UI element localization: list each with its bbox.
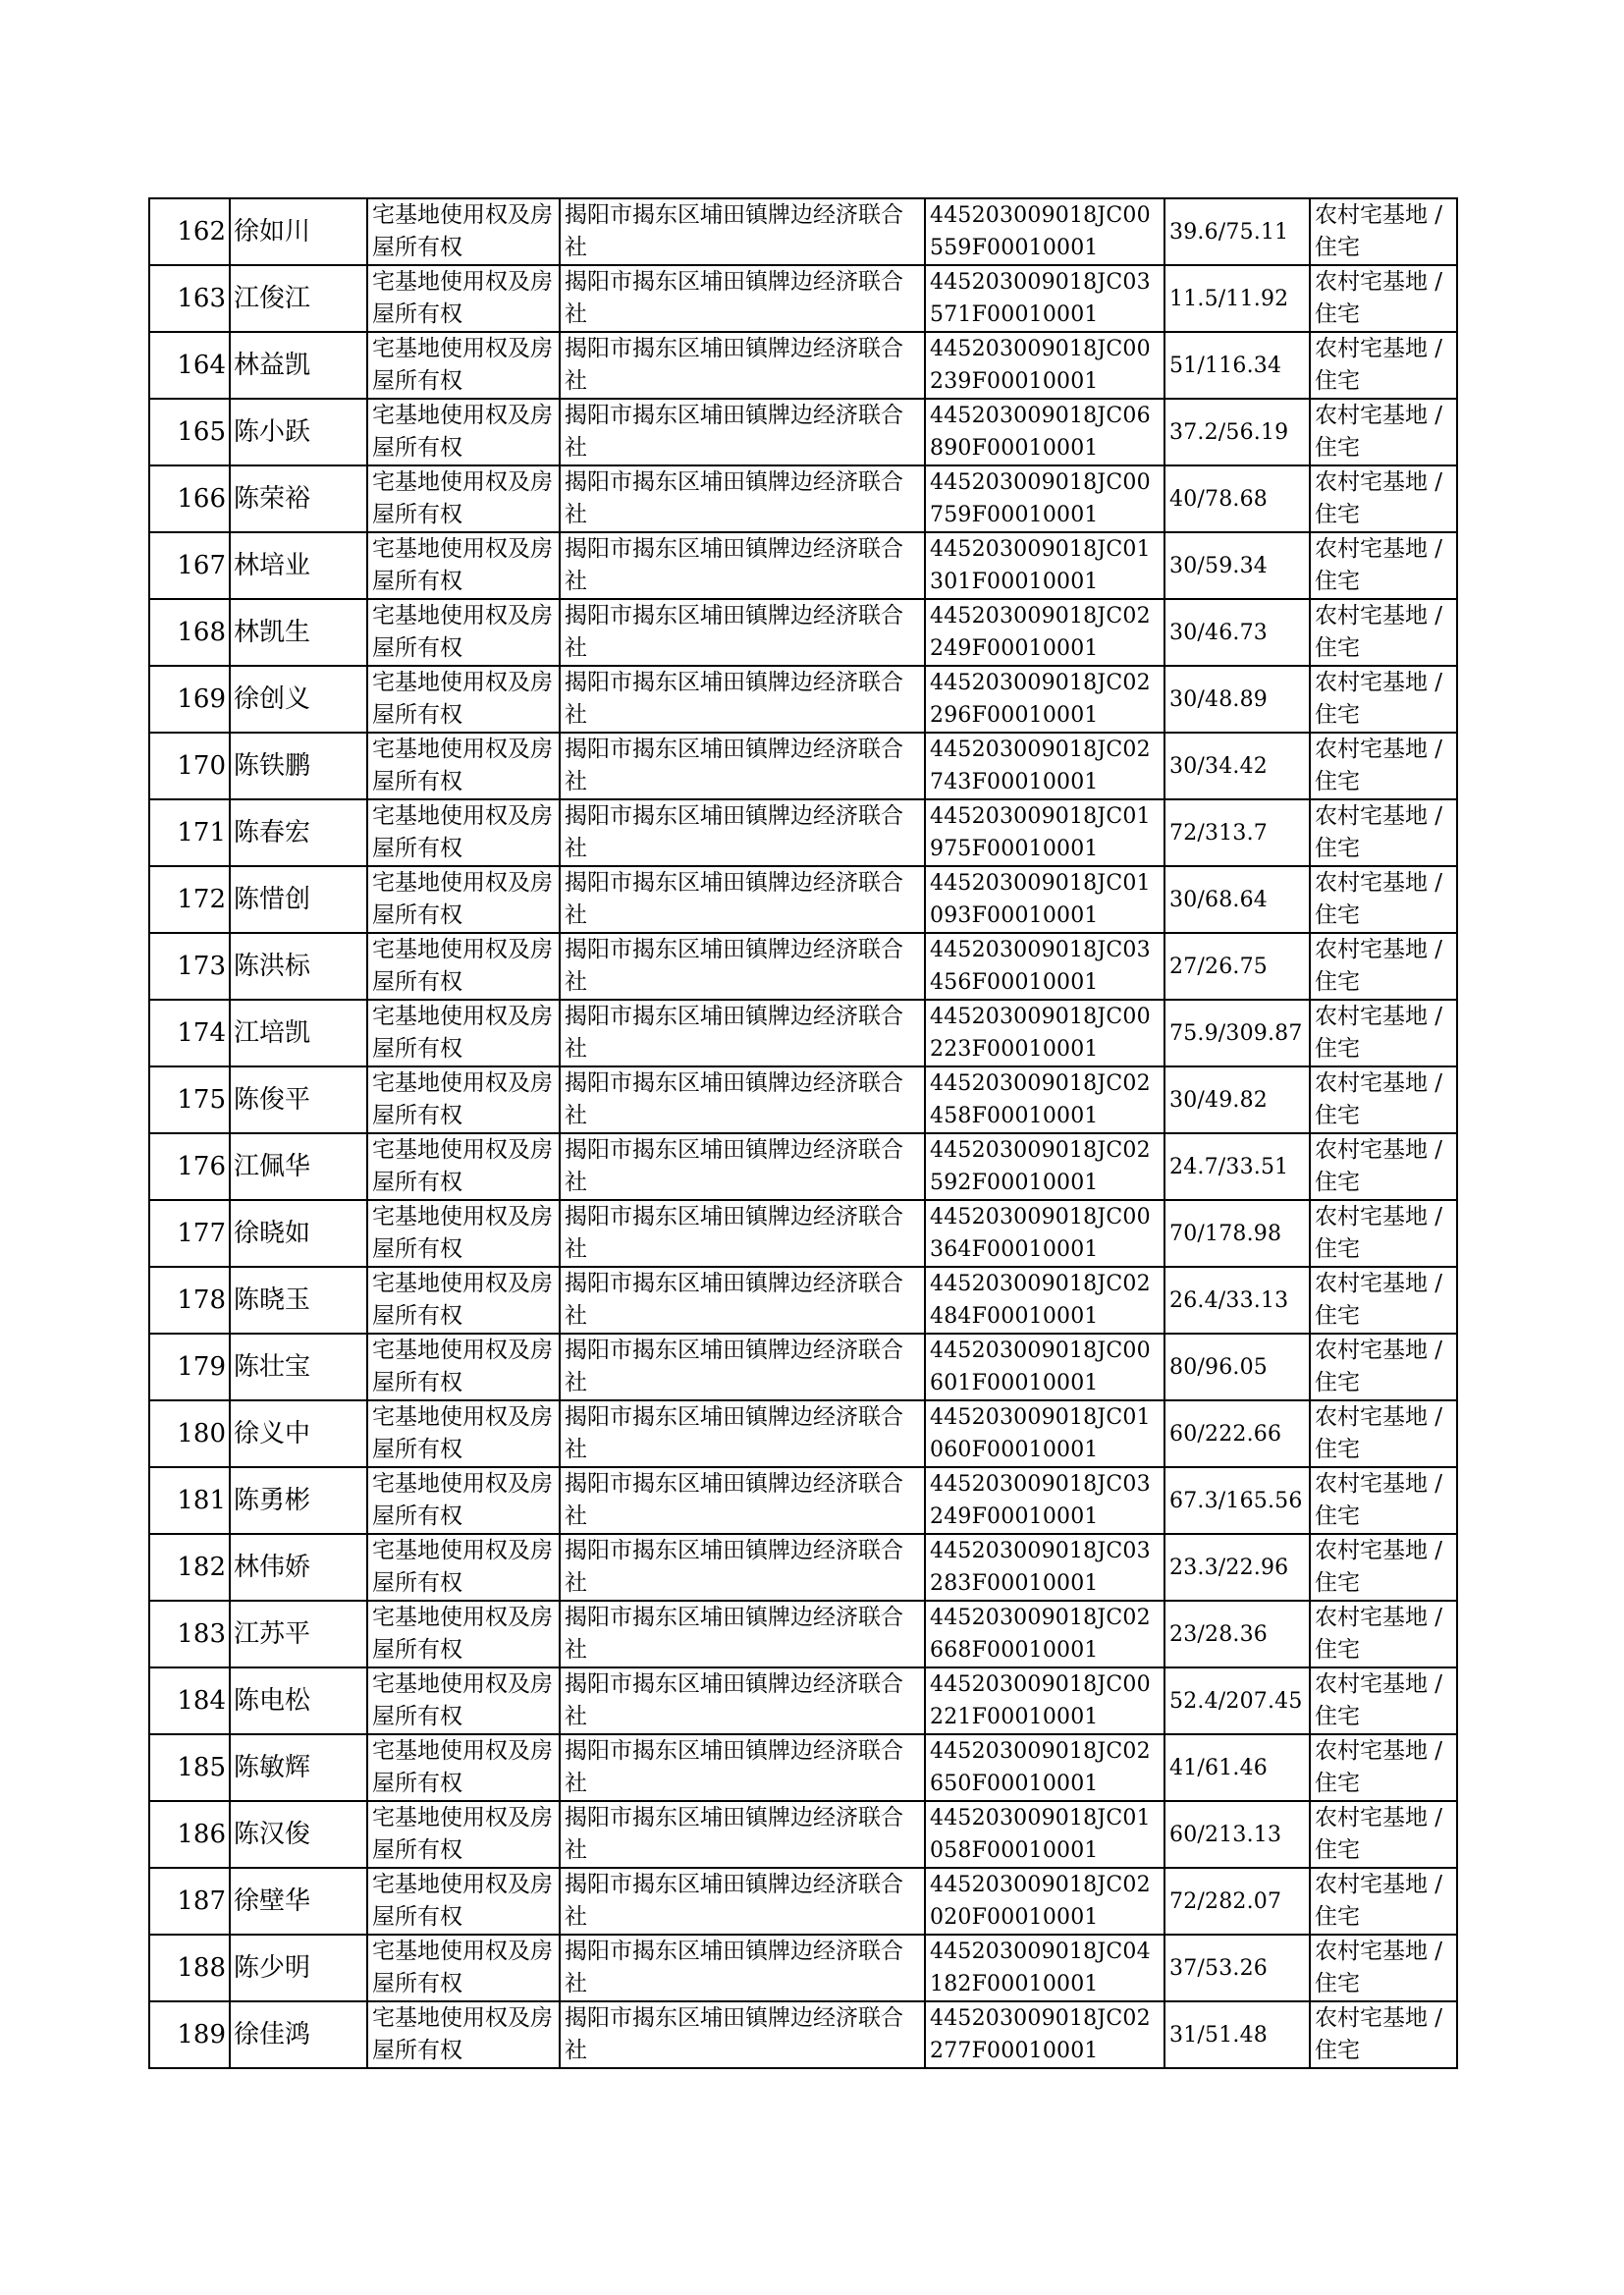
- collective-organization-cell: 揭阳市揭东区埔田镇牌边经济联合社: [560, 1400, 925, 1467]
- land-use-cell: 农村宅基地 / 住宅: [1310, 1334, 1457, 1400]
- parcel-code-cell: 445203009018JC03456F00010001: [925, 933, 1164, 1000]
- owner-name-cell: 陈春宏: [230, 799, 367, 866]
- owner-name-cell: 徐壁华: [230, 1868, 367, 1935]
- parcel-code-cell: 445203009018JC00221F00010001: [925, 1667, 1164, 1734]
- parcel-code-cell: 445203009018JC00559F00010001: [925, 198, 1164, 265]
- right-type-cell: 宅基地使用权及房屋所有权: [367, 1334, 560, 1400]
- row-number-cell: 179: [149, 1334, 230, 1400]
- row-number-cell: 168: [149, 599, 230, 666]
- row-number-cell: 163: [149, 265, 230, 332]
- parcel-code-cell: 445203009018JC02296F00010001: [925, 666, 1164, 733]
- row-number-cell: 187: [149, 1868, 230, 1935]
- land-use-cell: 农村宅基地 / 住宅: [1310, 1667, 1457, 1734]
- collective-organization-cell: 揭阳市揭东区埔田镇牌边经济联合社: [560, 332, 925, 399]
- collective-organization-cell: 揭阳市揭东区埔田镇牌边经济联合社: [560, 1667, 925, 1734]
- table-row: [149, 2001, 1457, 2068]
- owner-name-cell: 徐义中: [230, 1400, 367, 1467]
- land-use-cell: 农村宅基地 / 住宅: [1310, 332, 1457, 399]
- right-type-cell: 宅基地使用权及房屋所有权: [367, 1267, 560, 1334]
- area-value-cell: 41/61.46: [1164, 1734, 1310, 1801]
- owner-name-cell: 徐晓如: [230, 1200, 367, 1267]
- right-type-cell: 宅基地使用权及房屋所有权: [367, 1667, 560, 1734]
- collective-organization-cell: 揭阳市揭东区埔田镇牌边经济联合社: [560, 866, 925, 933]
- collective-organization-cell: 揭阳市揭东区埔田镇牌边经济联合社: [560, 1267, 925, 1334]
- land-use-cell: 农村宅基地 / 住宅: [1310, 1935, 1457, 2001]
- collective-organization-cell: 揭阳市揭东区埔田镇牌边经济联合社: [560, 465, 925, 532]
- area-value-cell: 24.7/33.51: [1164, 1133, 1310, 1200]
- right-type-cell: 宅基地使用权及房屋所有权: [367, 1000, 560, 1066]
- collective-organization-cell: 揭阳市揭东区埔田镇牌边经济联合社: [560, 1868, 925, 1935]
- right-type-cell: 宅基地使用权及房屋所有权: [367, 599, 560, 666]
- row-number-cell: 172: [149, 866, 230, 933]
- land-use-cell: 农村宅基地 / 住宅: [1310, 733, 1457, 799]
- table-row: [149, 1267, 1457, 1334]
- area-value-cell: 37.2/56.19: [1164, 399, 1310, 465]
- land-use-cell: 农村宅基地 / 住宅: [1310, 198, 1457, 265]
- land-use-cell: 农村宅基地 / 住宅: [1310, 933, 1457, 1000]
- row-number-cell: 167: [149, 532, 230, 599]
- row-number-cell: 162: [149, 198, 230, 265]
- right-type-cell: 宅基地使用权及房屋所有权: [367, 799, 560, 866]
- parcel-code-cell: 445203009018JC02650F00010001: [925, 1734, 1164, 1801]
- table-row: [149, 1066, 1457, 1133]
- area-value-cell: 60/222.66: [1164, 1400, 1310, 1467]
- parcel-code-cell: 445203009018JC06890F00010001: [925, 399, 1164, 465]
- area-value-cell: 60/213.13: [1164, 1801, 1310, 1868]
- row-number-cell: 185: [149, 1734, 230, 1801]
- area-value-cell: 75.9/309.87: [1164, 1000, 1310, 1066]
- row-number-cell: 165: [149, 399, 230, 465]
- collective-organization-cell: 揭阳市揭东区埔田镇牌边经济联合社: [560, 1467, 925, 1534]
- parcel-code-cell: 445203009018JC02592F00010001: [925, 1133, 1164, 1200]
- right-type-cell: 宅基地使用权及房屋所有权: [367, 1601, 560, 1667]
- right-type-cell: 宅基地使用权及房屋所有权: [367, 1801, 560, 1868]
- land-use-cell: 农村宅基地 / 住宅: [1310, 799, 1457, 866]
- parcel-code-cell: 445203009018JC01975F00010001: [925, 799, 1164, 866]
- registry-table-body: [149, 198, 1457, 2068]
- table-row: [149, 933, 1457, 1000]
- area-value-cell: 30/59.34: [1164, 532, 1310, 599]
- table-row: [149, 1334, 1457, 1400]
- row-number-cell: 166: [149, 465, 230, 532]
- row-number-cell: 174: [149, 1000, 230, 1066]
- right-type-cell: 宅基地使用权及房屋所有权: [367, 1734, 560, 1801]
- table-row: [149, 1801, 1457, 1868]
- table-row: [149, 666, 1457, 733]
- owner-name-cell: 陈少明: [230, 1935, 367, 2001]
- land-use-cell: 农村宅基地 / 住宅: [1310, 1534, 1457, 1601]
- area-value-cell: 26.4/33.13: [1164, 1267, 1310, 1334]
- row-number-cell: 170: [149, 733, 230, 799]
- right-type-cell: 宅基地使用权及房屋所有权: [367, 1534, 560, 1601]
- table-row: [149, 599, 1457, 666]
- area-value-cell: 27/26.75: [1164, 933, 1310, 1000]
- area-value-cell: 30/46.73: [1164, 599, 1310, 666]
- area-value-cell: 30/49.82: [1164, 1066, 1310, 1133]
- land-use-cell: 农村宅基地 / 住宅: [1310, 666, 1457, 733]
- land-use-cell: 农村宅基地 / 住宅: [1310, 2001, 1457, 2068]
- right-type-cell: 宅基地使用权及房屋所有权: [367, 1066, 560, 1133]
- land-use-cell: 农村宅基地 / 住宅: [1310, 1133, 1457, 1200]
- table-row: [149, 332, 1457, 399]
- row-number-cell: 183: [149, 1601, 230, 1667]
- land-use-cell: 农村宅基地 / 住宅: [1310, 265, 1457, 332]
- area-value-cell: 70/178.98: [1164, 1200, 1310, 1267]
- collective-organization-cell: 揭阳市揭东区埔田镇牌边经济联合社: [560, 1801, 925, 1868]
- table-row: [149, 1935, 1457, 2001]
- collective-organization-cell: 揭阳市揭东区埔田镇牌边经济联合社: [560, 599, 925, 666]
- right-type-cell: 宅基地使用权及房屋所有权: [367, 265, 560, 332]
- row-number-cell: 177: [149, 1200, 230, 1267]
- parcel-code-cell: 445203009018JC00601F00010001: [925, 1334, 1164, 1400]
- row-number-cell: 184: [149, 1667, 230, 1734]
- area-value-cell: 23/28.36: [1164, 1601, 1310, 1667]
- owner-name-cell: 陈洪标: [230, 933, 367, 1000]
- owner-name-cell: 江苏平: [230, 1601, 367, 1667]
- land-use-cell: 农村宅基地 / 住宅: [1310, 1200, 1457, 1267]
- right-type-cell: 宅基地使用权及房屋所有权: [367, 1133, 560, 1200]
- land-use-cell: 农村宅基地 / 住宅: [1310, 399, 1457, 465]
- table-row: [149, 1734, 1457, 1801]
- land-use-cell: 农村宅基地 / 住宅: [1310, 599, 1457, 666]
- area-value-cell: 31/51.48: [1164, 2001, 1310, 2068]
- row-number-cell: 188: [149, 1935, 230, 2001]
- collective-organization-cell: 揭阳市揭东区埔田镇牌边经济联合社: [560, 733, 925, 799]
- right-type-cell: 宅基地使用权及房屋所有权: [367, 733, 560, 799]
- row-number-cell: 173: [149, 933, 230, 1000]
- table-row: [149, 532, 1457, 599]
- collective-organization-cell: 揭阳市揭东区埔田镇牌边经济联合社: [560, 1534, 925, 1601]
- right-type-cell: 宅基地使用权及房屋所有权: [367, 1200, 560, 1267]
- owner-name-cell: 江佩华: [230, 1133, 367, 1200]
- area-value-cell: 40/78.68: [1164, 465, 1310, 532]
- right-type-cell: 宅基地使用权及房屋所有权: [367, 465, 560, 532]
- row-number-cell: 189: [149, 2001, 230, 2068]
- owner-name-cell: 林伟娇: [230, 1534, 367, 1601]
- land-use-cell: 农村宅基地 / 住宅: [1310, 866, 1457, 933]
- row-number-cell: 169: [149, 666, 230, 733]
- table-row: [149, 1534, 1457, 1601]
- land-use-cell: 农村宅基地 / 住宅: [1310, 1868, 1457, 1935]
- collective-organization-cell: 揭阳市揭东区埔田镇牌边经济联合社: [560, 666, 925, 733]
- land-use-cell: 农村宅基地 / 住宅: [1310, 1000, 1457, 1066]
- parcel-code-cell: 445203009018JC02668F00010001: [925, 1601, 1164, 1667]
- land-use-cell: 农村宅基地 / 住宅: [1310, 1601, 1457, 1667]
- collective-organization-cell: 揭阳市揭东区埔田镇牌边经济联合社: [560, 1334, 925, 1400]
- table-row: [149, 1400, 1457, 1467]
- collective-organization-cell: 揭阳市揭东区埔田镇牌边经济联合社: [560, 1935, 925, 2001]
- table-row: [149, 399, 1457, 465]
- land-use-cell: 农村宅基地 / 住宅: [1310, 1267, 1457, 1334]
- collective-organization-cell: 揭阳市揭东区埔田镇牌边经济联合社: [560, 532, 925, 599]
- parcel-code-cell: 445203009018JC02743F00010001: [925, 733, 1164, 799]
- parcel-code-cell: 445203009018JC01060F00010001: [925, 1400, 1164, 1467]
- parcel-code-cell: 445203009018JC01301F00010001: [925, 532, 1164, 599]
- parcel-code-cell: 445203009018JC00239F00010001: [925, 332, 1164, 399]
- owner-name-cell: 陈晓玉: [230, 1267, 367, 1334]
- owner-name-cell: 徐如川: [230, 198, 367, 265]
- land-use-cell: 农村宅基地 / 住宅: [1310, 465, 1457, 532]
- area-value-cell: 30/34.42: [1164, 733, 1310, 799]
- land-use-cell: 农村宅基地 / 住宅: [1310, 532, 1457, 599]
- row-number-cell: 178: [149, 1267, 230, 1334]
- table-row: [149, 1200, 1457, 1267]
- parcel-code-cell: 445203009018JC01093F00010001: [925, 866, 1164, 933]
- right-type-cell: 宅基地使用权及房屋所有权: [367, 2001, 560, 2068]
- owner-name-cell: 江培凯: [230, 1000, 367, 1066]
- owner-name-cell: 陈敏辉: [230, 1734, 367, 1801]
- table-row: [149, 1133, 1457, 1200]
- area-value-cell: 37/53.26: [1164, 1935, 1310, 2001]
- parcel-code-cell: 445203009018JC03571F00010001: [925, 265, 1164, 332]
- area-value-cell: 80/96.05: [1164, 1334, 1310, 1400]
- row-number-cell: 186: [149, 1801, 230, 1868]
- parcel-code-cell: 445203009018JC02458F00010001: [925, 1066, 1164, 1133]
- land-use-cell: 农村宅基地 / 住宅: [1310, 1400, 1457, 1467]
- right-type-cell: 宅基地使用权及房屋所有权: [367, 1400, 560, 1467]
- land-use-cell: 农村宅基地 / 住宅: [1310, 1734, 1457, 1801]
- parcel-code-cell: 445203009018JC03249F00010001: [925, 1467, 1164, 1534]
- parcel-code-cell: 445203009018JC02249F00010001: [925, 599, 1164, 666]
- table-row: [149, 1601, 1457, 1667]
- right-type-cell: 宅基地使用权及房屋所有权: [367, 198, 560, 265]
- owner-name-cell: 林凯生: [230, 599, 367, 666]
- land-use-cell: 农村宅基地 / 住宅: [1310, 1467, 1457, 1534]
- collective-organization-cell: 揭阳市揭东区埔田镇牌边经济联合社: [560, 1601, 925, 1667]
- owner-name-cell: 陈汉俊: [230, 1801, 367, 1868]
- owner-name-cell: 江俊江: [230, 265, 367, 332]
- owner-name-cell: 陈小跃: [230, 399, 367, 465]
- collective-organization-cell: 揭阳市揭东区埔田镇牌边经济联合社: [560, 198, 925, 265]
- owner-name-cell: 陈壮宝: [230, 1334, 367, 1400]
- parcel-code-cell: 445203009018JC04182F00010001: [925, 1935, 1164, 2001]
- owner-name-cell: 陈荣裕: [230, 465, 367, 532]
- collective-organization-cell: 揭阳市揭东区埔田镇牌边经济联合社: [560, 799, 925, 866]
- owner-name-cell: 林益凯: [230, 332, 367, 399]
- table-row: [149, 733, 1457, 799]
- right-type-cell: 宅基地使用权及房屋所有权: [367, 666, 560, 733]
- row-number-cell: 176: [149, 1133, 230, 1200]
- parcel-code-cell: 445203009018JC00759F00010001: [925, 465, 1164, 532]
- owner-name-cell: 徐佳鸿: [230, 2001, 367, 2068]
- land-use-cell: 农村宅基地 / 住宅: [1310, 1066, 1457, 1133]
- collective-organization-cell: 揭阳市揭东区埔田镇牌边经济联合社: [560, 1066, 925, 1133]
- collective-organization-cell: 揭阳市揭东区埔田镇牌边经济联合社: [560, 1200, 925, 1267]
- table-row: [149, 799, 1457, 866]
- collective-organization-cell: 揭阳市揭东区埔田镇牌边经济联合社: [560, 1734, 925, 1801]
- area-value-cell: 72/282.07: [1164, 1868, 1310, 1935]
- area-value-cell: 11.5/11.92: [1164, 265, 1310, 332]
- parcel-code-cell: 445203009018JC00223F00010001: [925, 1000, 1164, 1066]
- collective-organization-cell: 揭阳市揭东区埔田镇牌边经济联合社: [560, 1133, 925, 1200]
- area-value-cell: 39.6/75.11: [1164, 198, 1310, 265]
- owner-name-cell: 徐创义: [230, 666, 367, 733]
- row-number-cell: 175: [149, 1066, 230, 1133]
- right-type-cell: 宅基地使用权及房屋所有权: [367, 332, 560, 399]
- right-type-cell: 宅基地使用权及房屋所有权: [367, 933, 560, 1000]
- area-value-cell: 72/313.7: [1164, 799, 1310, 866]
- area-value-cell: 51/116.34: [1164, 332, 1310, 399]
- parcel-code-cell: 445203009018JC03283F00010001: [925, 1534, 1164, 1601]
- right-type-cell: 宅基地使用权及房屋所有权: [367, 399, 560, 465]
- table-row: [149, 1868, 1457, 1935]
- table-row: [149, 198, 1457, 265]
- owner-name-cell: 林培业: [230, 532, 367, 599]
- registry-table: [148, 197, 1458, 2069]
- row-number-cell: 181: [149, 1467, 230, 1534]
- row-number-cell: 164: [149, 332, 230, 399]
- parcel-code-cell: 445203009018JC02484F00010001: [925, 1267, 1164, 1334]
- parcel-code-cell: 445203009018JC00364F00010001: [925, 1200, 1164, 1267]
- table-row: [149, 866, 1457, 933]
- row-number-cell: 171: [149, 799, 230, 866]
- owner-name-cell: 陈勇彬: [230, 1467, 367, 1534]
- parcel-code-cell: 445203009018JC02020F00010001: [925, 1868, 1164, 1935]
- owner-name-cell: 陈电松: [230, 1667, 367, 1734]
- area-value-cell: 23.3/22.96: [1164, 1534, 1310, 1601]
- collective-organization-cell: 揭阳市揭东区埔田镇牌边经济联合社: [560, 399, 925, 465]
- right-type-cell: 宅基地使用权及房屋所有权: [367, 1868, 560, 1935]
- table-row: [149, 265, 1457, 332]
- owner-name-cell: 陈铁鹏: [230, 733, 367, 799]
- collective-organization-cell: 揭阳市揭东区埔田镇牌边经济联合社: [560, 933, 925, 1000]
- table-row: [149, 1667, 1457, 1734]
- area-value-cell: 67.3/165.56: [1164, 1467, 1310, 1534]
- table-row: [149, 1000, 1457, 1066]
- parcel-code-cell: 445203009018JC01058F00010001: [925, 1801, 1164, 1868]
- owner-name-cell: 陈俊平: [230, 1066, 367, 1133]
- right-type-cell: 宅基地使用权及房屋所有权: [367, 1467, 560, 1534]
- area-value-cell: 30/48.89: [1164, 666, 1310, 733]
- land-use-cell: 农村宅基地 / 住宅: [1310, 1801, 1457, 1868]
- collective-organization-cell: 揭阳市揭东区埔田镇牌边经济联合社: [560, 2001, 925, 2068]
- owner-name-cell: 陈惜创: [230, 866, 367, 933]
- parcel-code-cell: 445203009018JC02277F00010001: [925, 2001, 1164, 2068]
- area-value-cell: 30/68.64: [1164, 866, 1310, 933]
- collective-organization-cell: 揭阳市揭东区埔田镇牌边经济联合社: [560, 1000, 925, 1066]
- right-type-cell: 宅基地使用权及房屋所有权: [367, 532, 560, 599]
- table-row: [149, 465, 1457, 532]
- row-number-cell: 180: [149, 1400, 230, 1467]
- area-value-cell: 52.4/207.45: [1164, 1667, 1310, 1734]
- right-type-cell: 宅基地使用权及房屋所有权: [367, 1935, 560, 2001]
- table-row: [149, 1467, 1457, 1534]
- right-type-cell: 宅基地使用权及房屋所有权: [367, 866, 560, 933]
- row-number-cell: 182: [149, 1534, 230, 1601]
- collective-organization-cell: 揭阳市揭东区埔田镇牌边经济联合社: [560, 265, 925, 332]
